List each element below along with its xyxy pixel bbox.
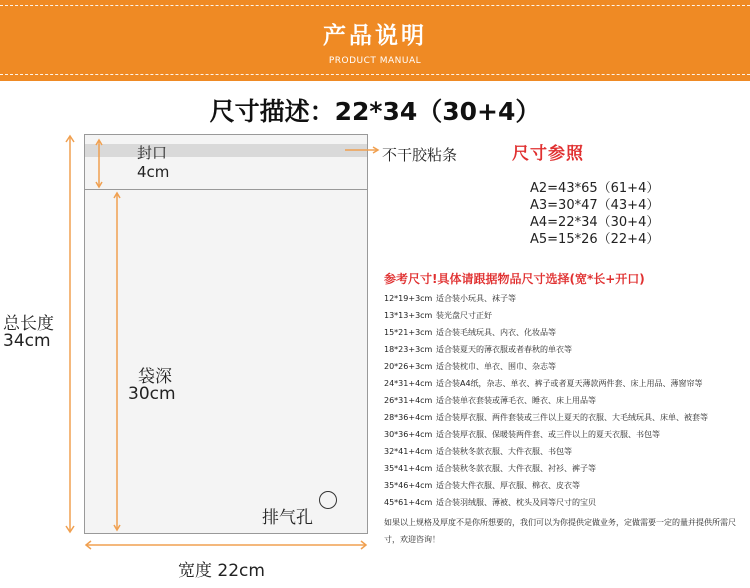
reference-size: 45*61+4cm <box>384 498 433 507</box>
size-item: A4=22*34（30+4） <box>530 215 660 230</box>
reference-size: 28*36+4cm <box>384 413 433 422</box>
reference-description: 适合装厚衣服、两件套装或三件以上夏天的衣服、大毛绒玩具、床单、被套等 <box>436 413 708 422</box>
reference-row <box>384 324 708 341</box>
depth-label: 袋深 <box>138 367 172 387</box>
seal-label: 封口 <box>137 144 168 162</box>
reference-size: 32*41+4cm <box>384 447 433 456</box>
seal-size: 4cm <box>137 163 170 181</box>
reference-description: 适合装枕巾、单衣、围巾、杂志等 <box>436 362 556 371</box>
reference-size: 24*31+4cm <box>384 379 433 388</box>
total-length-label: 总长度 <box>3 314 54 334</box>
reference-row <box>384 426 708 443</box>
reference-row <box>384 392 708 409</box>
reference-size: 30*36+4cm <box>384 430 433 439</box>
reference-heading: 参考尺寸!具体请跟据物品尺寸选择(宽*长+开口) <box>384 272 645 286</box>
reference-description: 适合装毛绒玩具、内衣、化妆品等 <box>436 328 556 337</box>
reference-row <box>384 443 708 460</box>
reference-row <box>384 307 708 324</box>
size-reference-heading: 尺寸参照 <box>512 144 584 164</box>
size-item: A5=15*26（22+4） <box>530 232 660 247</box>
width-label: 宽度 22cm <box>178 561 265 581</box>
reference-description: 适合装A4纸，杂志、单衣、裤子或者夏天薄款两件套、床上用品、薄窗帘等 <box>436 379 703 388</box>
total-length-size: 34cm <box>3 331 51 351</box>
custom-order-note: 如果以上规格及厚度不是你所想要的，我们可以为你提供定做业务，定做需要一定的量并提供所需尺寸，欢迎咨询！ <box>384 518 736 544</box>
reference-description: 适合装小玩具、袜子等 <box>436 294 516 303</box>
reference-description: 装光盘尺寸正好 <box>436 311 492 320</box>
reference-size: 15*21+3cm <box>384 328 433 337</box>
reference-row <box>384 375 708 392</box>
reference-size: 13*13+3cm <box>384 311 433 320</box>
reference-list <box>384 290 708 511</box>
reference-row <box>384 358 708 375</box>
reference-description: 适合装夏天的薄衣服或者春秋的单衣等 <box>436 345 572 354</box>
vent-label: 排气孔 <box>262 508 313 528</box>
size-reference-list <box>530 180 659 248</box>
reference-size: 20*26+3cm <box>384 362 433 371</box>
reference-description: 适合装大件衣服、厚衣服、棉衣、皮衣等 <box>436 481 580 490</box>
reference-description: 适合装厚衣服、保暖装两件套、或三件以上的夏天衣服、书包等 <box>436 430 660 439</box>
strip-label: 不干胶粘条 <box>382 146 458 164</box>
reference-description: 适合装秋冬款衣服、大件衣服、书包等 <box>436 447 572 456</box>
reference-description: 适合装单衣套装或薄毛衣、睡衣、床上用品等 <box>436 396 596 405</box>
reference-size: 35*46+4cm <box>384 481 433 490</box>
reference-row <box>384 341 708 358</box>
banner-subtitle: PRODUCT MANUAL <box>328 56 422 66</box>
reference-row <box>384 477 708 494</box>
reference-size: 18*23+3cm <box>384 345 433 354</box>
depth-size: 30cm <box>128 384 176 404</box>
reference-row <box>384 460 708 477</box>
reference-size: 26*31+4cm <box>384 396 433 405</box>
reference-row <box>384 494 708 511</box>
size-item: A3=30*47（43+4） <box>530 198 660 213</box>
size-item: A2=43*65（61+4） <box>530 181 660 196</box>
reference-size: 35*41+4cm <box>384 464 433 473</box>
reference-row <box>384 290 708 307</box>
reference-description: 适合装羽绒服、薄被、枕头及同等尺寸的宝贝 <box>436 498 596 507</box>
reference-row <box>384 409 708 426</box>
reference-description: 适合装秋冬款衣服、大件衣服、衬衫、裤子等 <box>436 464 596 473</box>
banner-title: 产品说明 <box>323 23 427 49</box>
size-description-title: 尺寸描述：22*34（30+4） <box>209 97 541 126</box>
reference-size: 12*19+3cm <box>384 294 433 303</box>
